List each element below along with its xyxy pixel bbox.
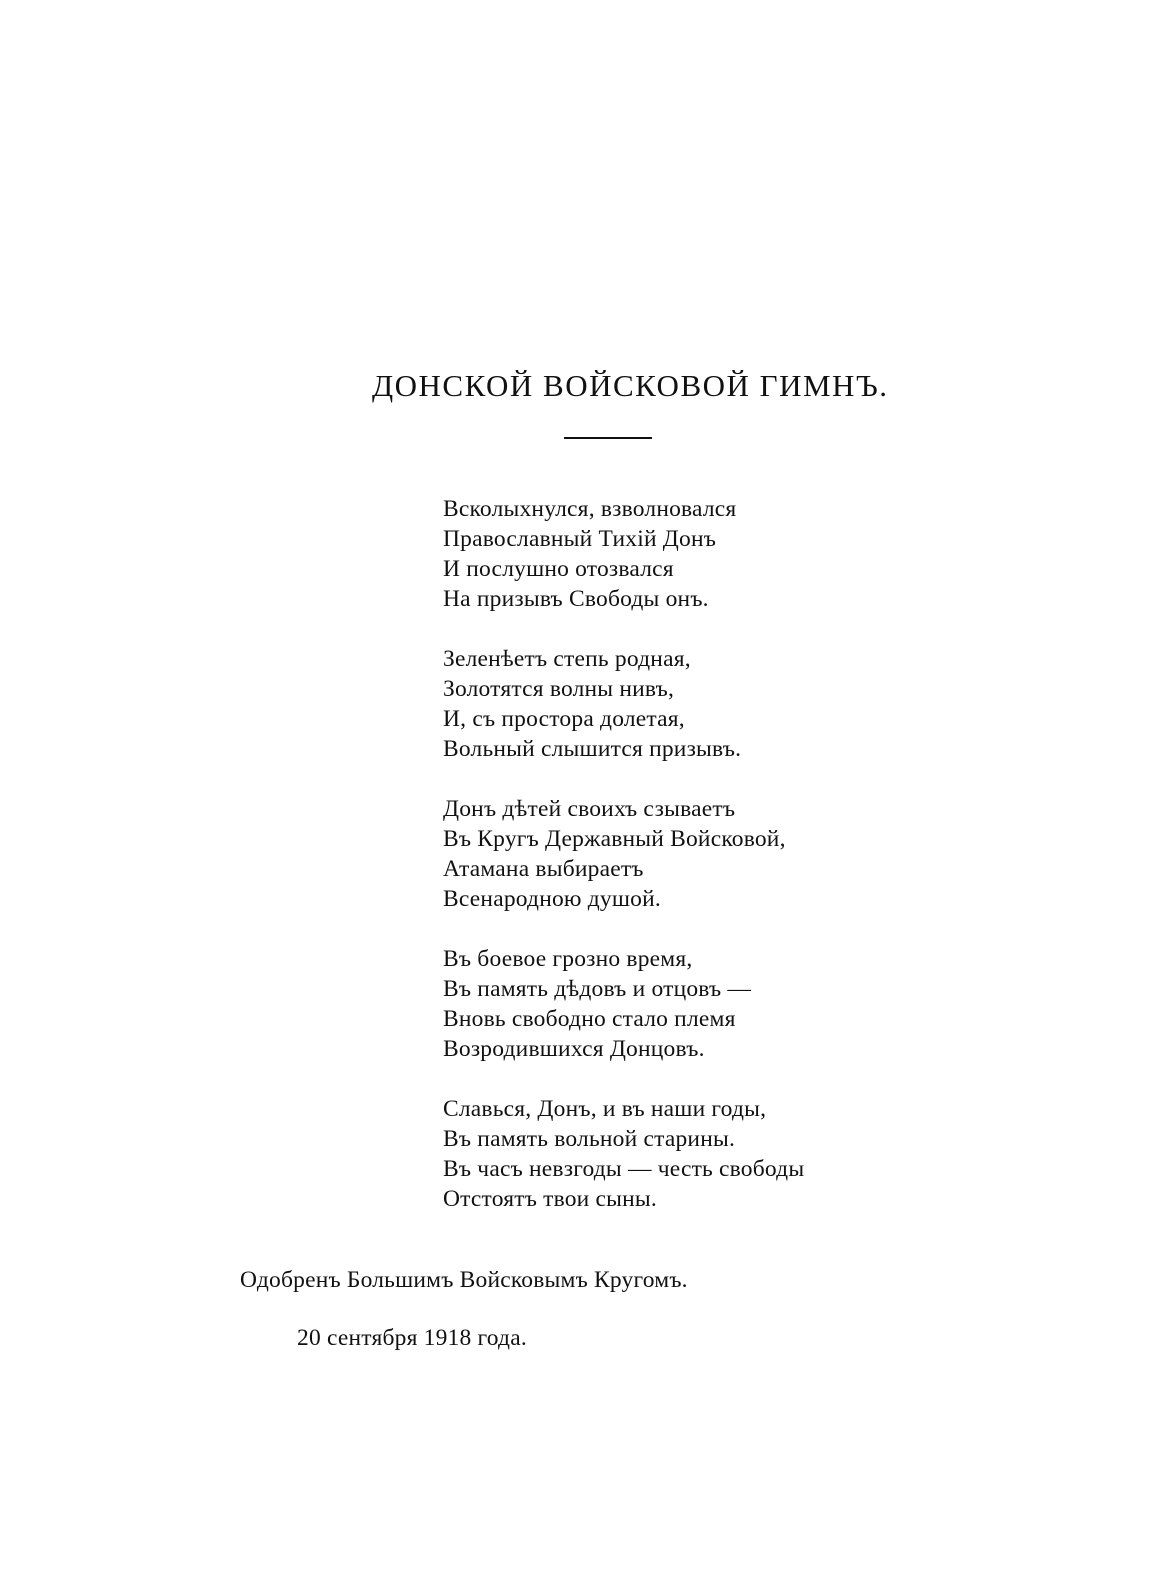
poem-line: Въ память вольной старины. xyxy=(443,1126,736,1152)
stanza xyxy=(443,494,883,614)
poem-line: Зеленѣетъ степь родная, xyxy=(443,646,691,672)
poem-line: Всенародною душой. xyxy=(443,886,661,912)
poem-line: Отстоятъ твои сыны. xyxy=(443,1186,657,1212)
poem-line: Возродившихся Донцовъ. xyxy=(443,1036,705,1062)
poem-line: Въ Кругъ Державный Войсковой, xyxy=(443,826,786,852)
approval-date: 20 сентября 1918 года. xyxy=(297,1325,527,1351)
poem-line: И послушно отозвался xyxy=(443,556,674,582)
poem-line: Атамана выбираетъ xyxy=(443,856,644,882)
poem-line: Славься, Донъ, и въ наши годы, xyxy=(443,1096,767,1122)
poem-line: Въ память дѣдовъ и отцовъ — xyxy=(443,976,752,1002)
poem-line: Всколыхнулся, взволновался xyxy=(443,496,737,522)
poem-line: Въ часъ невзгоды — честь свободы xyxy=(443,1156,805,1182)
poem-title: ДОНСКОЙ ВОЙСКОВОЙ ГИМНЪ. xyxy=(372,368,889,403)
poem-line: На призывъ Свободы онъ. xyxy=(443,586,709,612)
title-divider xyxy=(564,437,652,439)
poem-line: Донъ дѣтей своихъ сзываетъ xyxy=(443,796,736,822)
stanza xyxy=(443,644,883,764)
stanza xyxy=(443,1094,883,1214)
poem-line: И, съ простора долетая, xyxy=(443,706,685,732)
poem-line: Вольный слышится призывъ. xyxy=(443,736,742,762)
stanza xyxy=(443,794,883,914)
poem-line: Православный Тихій Донъ xyxy=(443,526,717,552)
poem-line: Вновь свободно стало племя xyxy=(443,1006,736,1032)
poem-body xyxy=(443,494,883,1244)
stanza xyxy=(443,944,883,1064)
poem-line: Въ боевое грозно время, xyxy=(443,946,693,972)
approval-note: Одобренъ Большимъ Войсковымъ Кругомъ. xyxy=(240,1267,688,1293)
poem-line: Золотятся волны нивъ, xyxy=(443,676,675,702)
